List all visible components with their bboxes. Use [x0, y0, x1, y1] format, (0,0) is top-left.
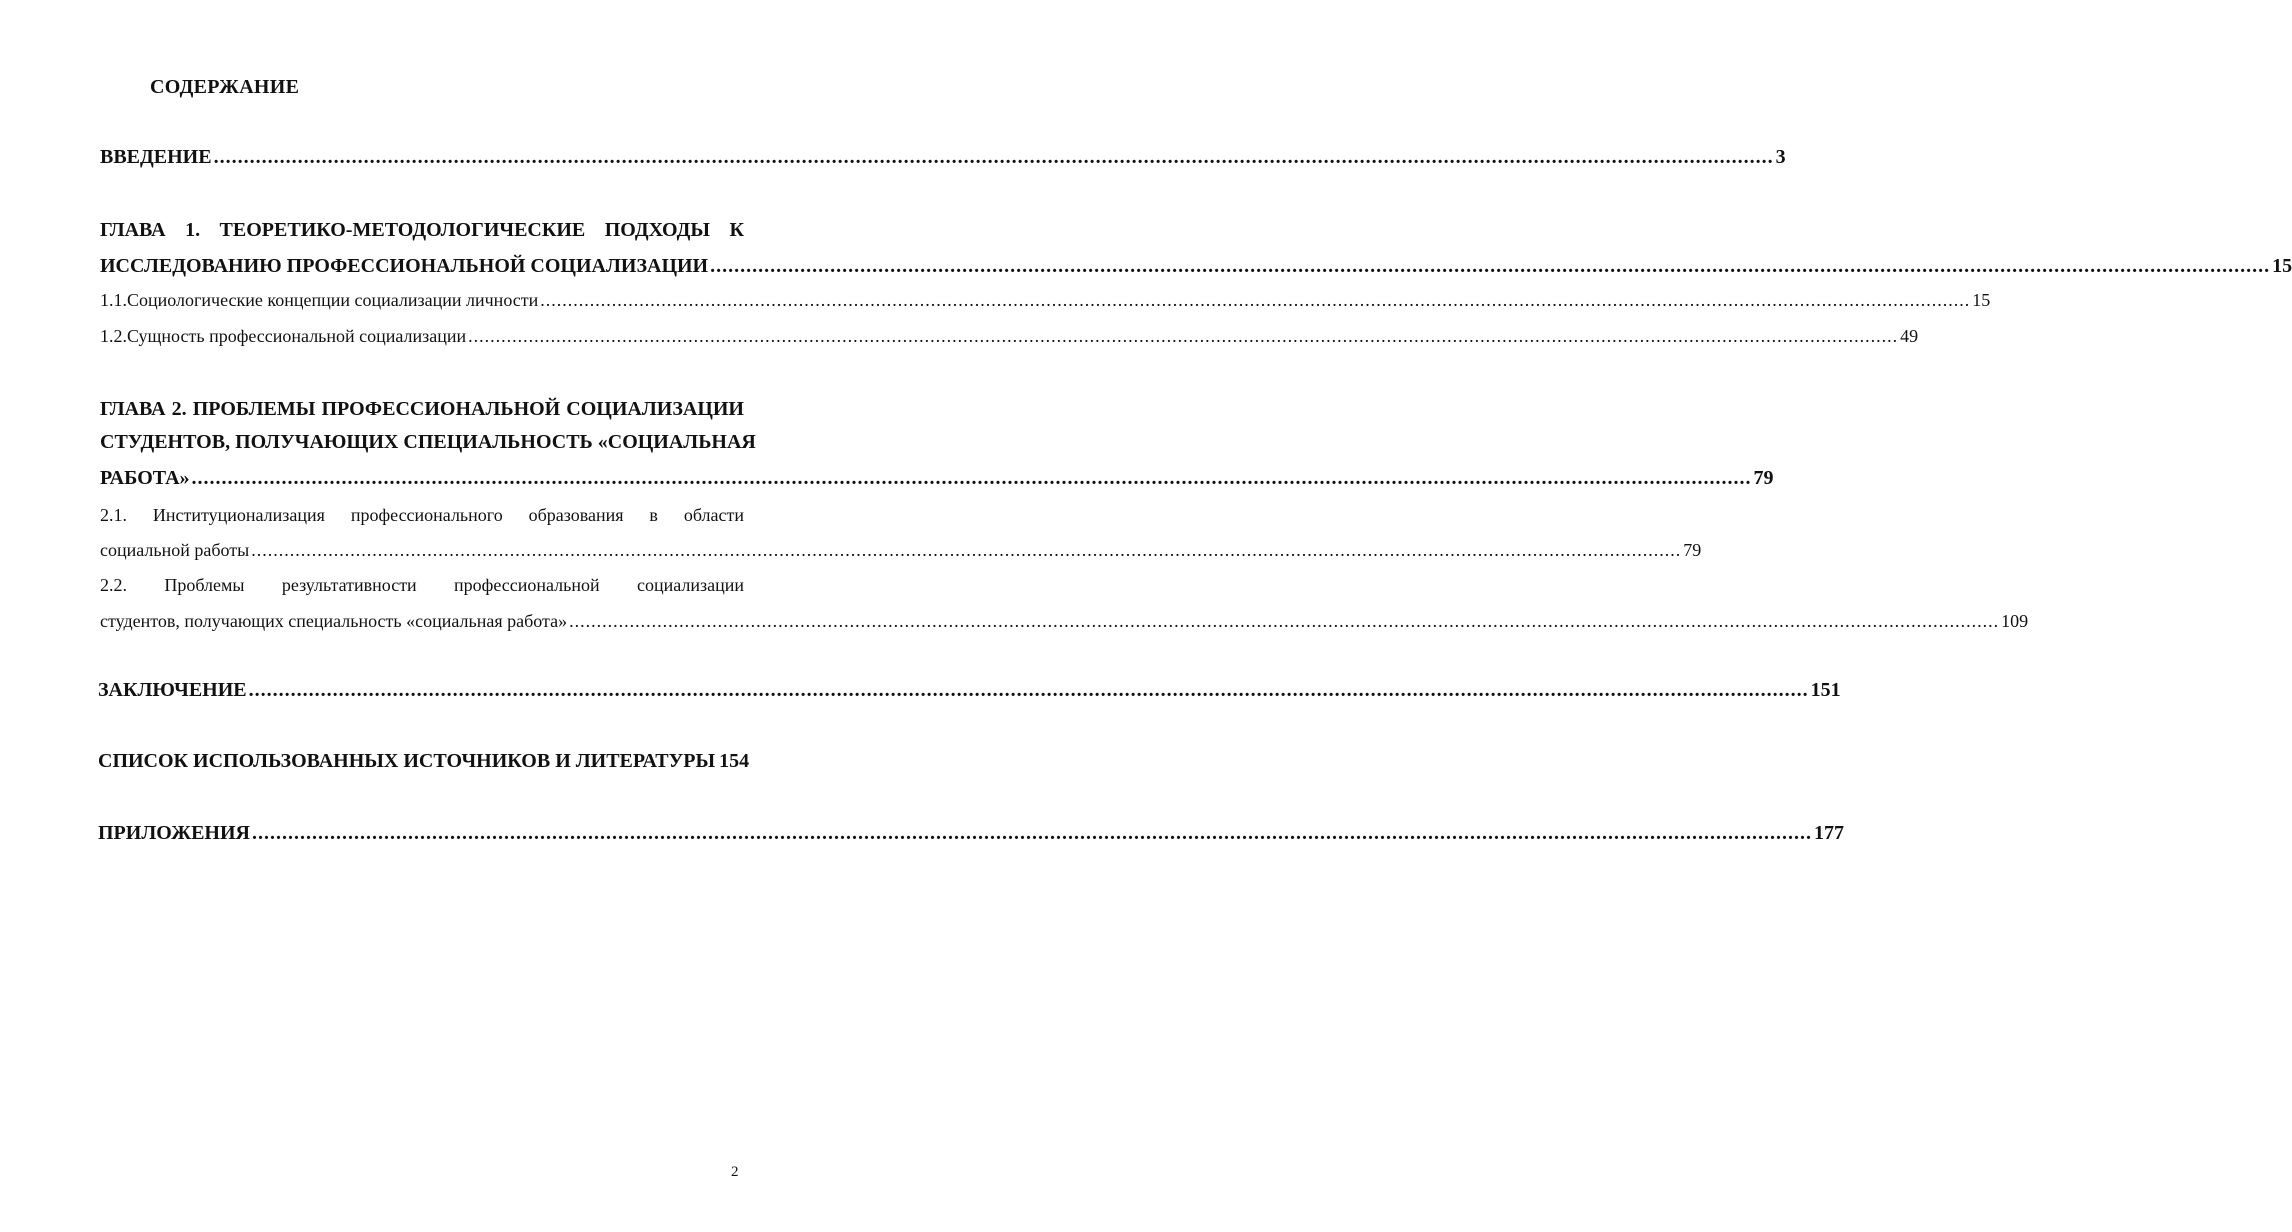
toc-entry-appendix[interactable]	[98, 822, 1844, 845]
dot-leader	[252, 822, 1812, 845]
toc-entry-conclusion[interactable]	[98, 679, 1841, 702]
toc-entry-section-1-1[interactable]	[100, 290, 1991, 311]
toc-entry-section-1-2[interactable]	[100, 326, 1919, 347]
toc-label: ИССЛЕДОВАНИЮ ПРОФЕССИОНАЛЬНОЙ СОЦИАЛИЗАЦИИ	[100, 255, 709, 277]
toc-entry-intro[interactable]	[100, 146, 1786, 169]
toc-page-number: 79	[1683, 540, 1702, 560]
toc-entry-chapter2[interactable]	[100, 467, 1774, 490]
toc-page-number: 49	[1900, 326, 1919, 346]
toc-page-number: 177	[1813, 822, 1844, 844]
toc-label: социальной работы	[100, 540, 250, 560]
toc-entry-sources[interactable]	[98, 750, 750, 773]
toc-label: Сущность профессиональной социализации	[127, 326, 467, 346]
dot-leader	[569, 611, 1999, 632]
page-title: СОДЕРЖАНИЕ	[150, 76, 300, 98]
toc-section-2-1-line1[interactable]: 2.1. Институционализация профессионального образования в области	[100, 505, 744, 525]
toc-chapter1-line1[interactable]: ГЛАВА 1. ТЕОРЕТИКО-МЕТОДОЛОГИЧЕСКИЕ ПОДХОДЫ К	[100, 219, 744, 241]
toc-chapter2-line1[interactable]: ГЛАВА 2. ПРОБЛЕМЫ ПРОФЕССИОНАЛЬНОЙ СОЦИАЛИЗАЦИИ	[100, 398, 744, 420]
toc-entry-chapter1[interactable]	[100, 255, 2292, 278]
toc-page-number: 15	[1972, 290, 1991, 310]
toc-label: ПРИЛОЖЕНИЯ	[98, 822, 250, 844]
section-number: 1.2.	[100, 326, 127, 346]
dot-leader	[249, 679, 1809, 702]
toc-label: СПИСОК ИСПОЛЬЗОВАННЫХ ИСТОЧНИКОВ И ЛИТЕРАТУРЫ	[98, 750, 716, 772]
toc-label: ВВЕДЕНИЕ	[100, 146, 212, 168]
dot-leader	[251, 540, 1681, 561]
toc-entry-section-2-1[interactable]	[100, 540, 1702, 561]
dot-leader	[710, 255, 2270, 278]
dot-leader	[214, 146, 1774, 169]
page-number: 2	[731, 1164, 739, 1180]
toc-chapter2-line2[interactable]: СТУДЕНТОВ, ПОЛУЧАЮЩИХ СПЕЦИАЛЬНОСТЬ «СОЦИАЛЬНАЯ	[100, 431, 756, 453]
dot-leader	[540, 290, 1970, 311]
section-number: 1.1.	[100, 290, 127, 310]
toc-page-number: 3	[1775, 146, 1786, 168]
toc-label: ЗАКЛЮЧЕНИЕ	[98, 679, 247, 701]
toc-page-number: 151	[1810, 679, 1841, 701]
toc-label: Социологические концепции социализации личности	[127, 290, 539, 310]
dot-leader	[468, 326, 1898, 347]
toc-page-number: 109	[2001, 611, 2029, 631]
toc-page-number: 154	[719, 750, 750, 772]
toc-label: РАБОТА»	[100, 467, 190, 489]
toc-section-2-2-line1[interactable]: 2.2. Проблемы результативности профессиональной социализации	[100, 575, 744, 595]
toc-page-number: 15	[2272, 255, 2292, 277]
dot-leader	[192, 467, 1752, 490]
toc-entry-section-2-2[interactable]	[100, 611, 2029, 632]
toc-label: студентов, получающих специальность «социальная работа»	[100, 611, 568, 631]
toc-page-number: 79	[1753, 467, 1774, 489]
